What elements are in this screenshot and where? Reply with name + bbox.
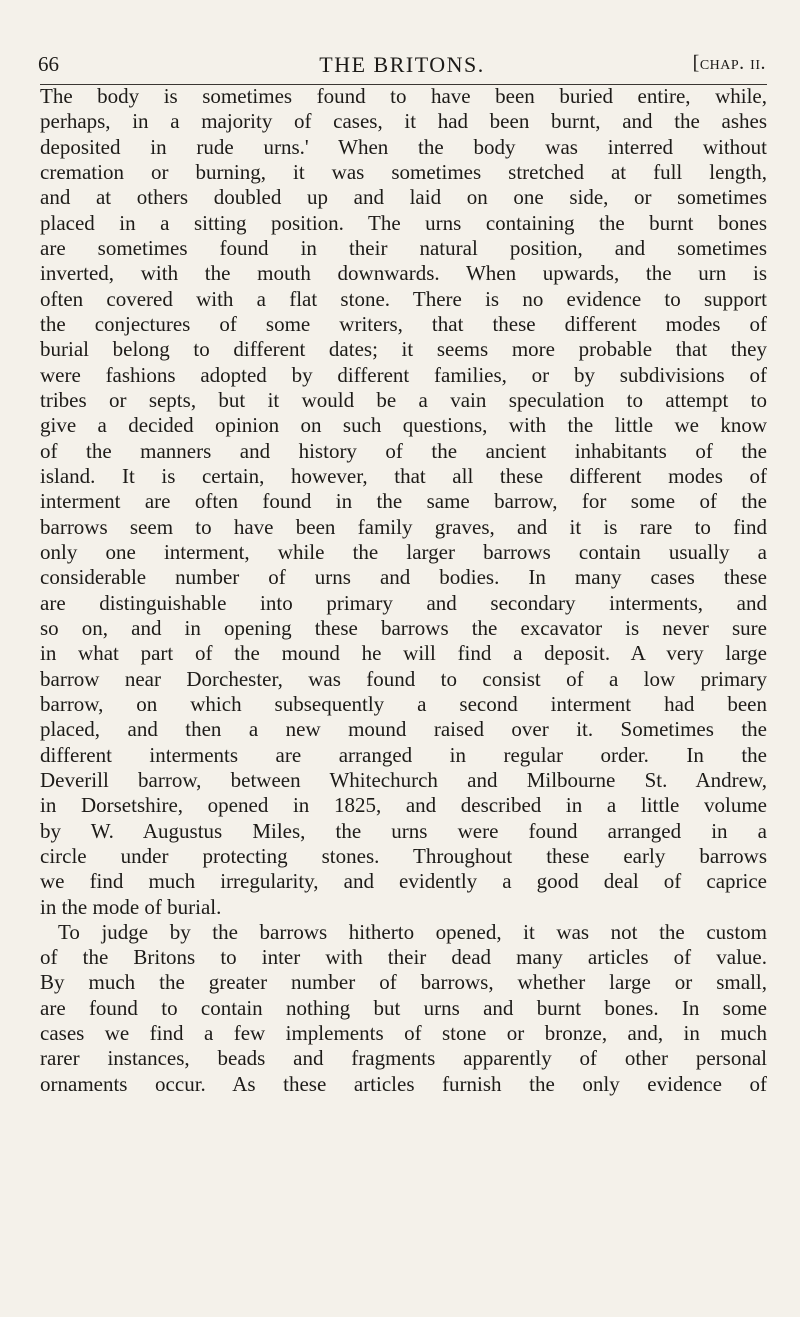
text-line: are distinguishable into primary and secondary interments, and — [40, 590, 767, 615]
running-title: THE BRITONS. — [319, 52, 485, 77]
text-line: barrow, on which subsequently a second interment had been — [40, 691, 767, 716]
text-line: ornaments occur. As these articles furnish the only evidence of — [40, 1071, 767, 1096]
text-line: so on, and in opening these barrows the excavator is never sure — [40, 615, 767, 640]
text-line: the conjectures of some writers, that these different modes of — [40, 311, 767, 336]
text-line: often covered with a flat stone. There is no evidence to support — [40, 286, 767, 311]
text-line: of the Britons to inter with their dead many articles of value. — [40, 945, 767, 970]
text-line: we find much irregularity, and evidently a good deal of caprice — [40, 869, 767, 894]
text-line: interment are often found in the same barrow, for some of the — [40, 489, 767, 514]
text-line: burial belong to different dates; it seems more probable that they — [40, 337, 767, 362]
text-line: deposited in rude urns.' When the body was interred without — [40, 134, 767, 159]
text-line: only one interment, while the larger barrows contain usually a — [40, 539, 767, 564]
text-line: considerable number of urns and bodies. In many cases these — [40, 565, 767, 590]
page-number: 66 — [38, 52, 59, 76]
running-head — [38, 52, 766, 82]
text-line: are sometimes found in their natural position, and sometimes — [40, 235, 767, 260]
text-line: Deverill barrow, between Whitechurch and Milbourne St. Andrew, — [40, 767, 767, 792]
text-line: and at others doubled up and laid on one side, or sometimes — [40, 185, 767, 210]
text-line: in what part of the mound he will find a deposit. A very large — [40, 641, 767, 666]
text-line: placed, and then a new mound raised over it. Sometimes the — [40, 717, 767, 742]
text-line: barrow near Dorchester, was found to consist of a low primary — [40, 666, 767, 691]
text-line: barrows seem to have been family graves, and it is rare to find — [40, 514, 767, 539]
paragraph-first-line: To judge by the barrows hitherto opened, it was not the custom — [58, 919, 767, 944]
paragraph-last-line: in the mode of burial. — [40, 894, 222, 919]
text-line: rarer instances, beads and fragments apparently of other personal — [40, 1046, 767, 1071]
text-line: cases we find a few implements of stone or bronze, and, in much — [40, 1021, 767, 1046]
body-text — [40, 84, 767, 1097]
text-line: By much the greater number of barrows, whether large or small, — [40, 970, 767, 995]
text-line: The body is sometimes found to have been buried entire, while, — [40, 84, 767, 108]
text-line: in Dorsetshire, opened in 1825, and described in a little volume — [40, 793, 767, 818]
text-line: of the manners and history of the ancient inhabitants of the — [40, 438, 767, 463]
text-line: cremation or burning, it was sometimes stretched at full length, — [40, 159, 767, 184]
text-line: by W. Augustus Miles, the urns were found arranged in a — [40, 818, 767, 843]
text-line: were fashions adopted by different families, or by subdivisions of — [40, 362, 767, 387]
text-line: are found to contain nothing but urns and burnt bones. In some — [40, 995, 767, 1020]
text-line: inverted, with the mouth downwards. When upwards, the urn is — [40, 261, 767, 286]
text-line: perhaps, in a majority of cases, it had been burnt, and the ashes — [40, 109, 767, 134]
text-line: island. It is certain, however, that all these different modes of — [40, 463, 767, 488]
text-line: placed in a sitting position. The urns containing the burnt bones — [40, 210, 767, 235]
text-line: tribes or septs, but it would be a vain speculation to attempt to — [40, 387, 767, 412]
text-line: give a decided opinion on such questions, with the little we know — [40, 413, 767, 438]
chapter-marker: [chap. ii. — [692, 52, 766, 74]
text-line: different interments are arranged in regular order. In the — [40, 742, 767, 767]
text-line: circle under protecting stones. Throughout these early barrows — [40, 843, 767, 868]
